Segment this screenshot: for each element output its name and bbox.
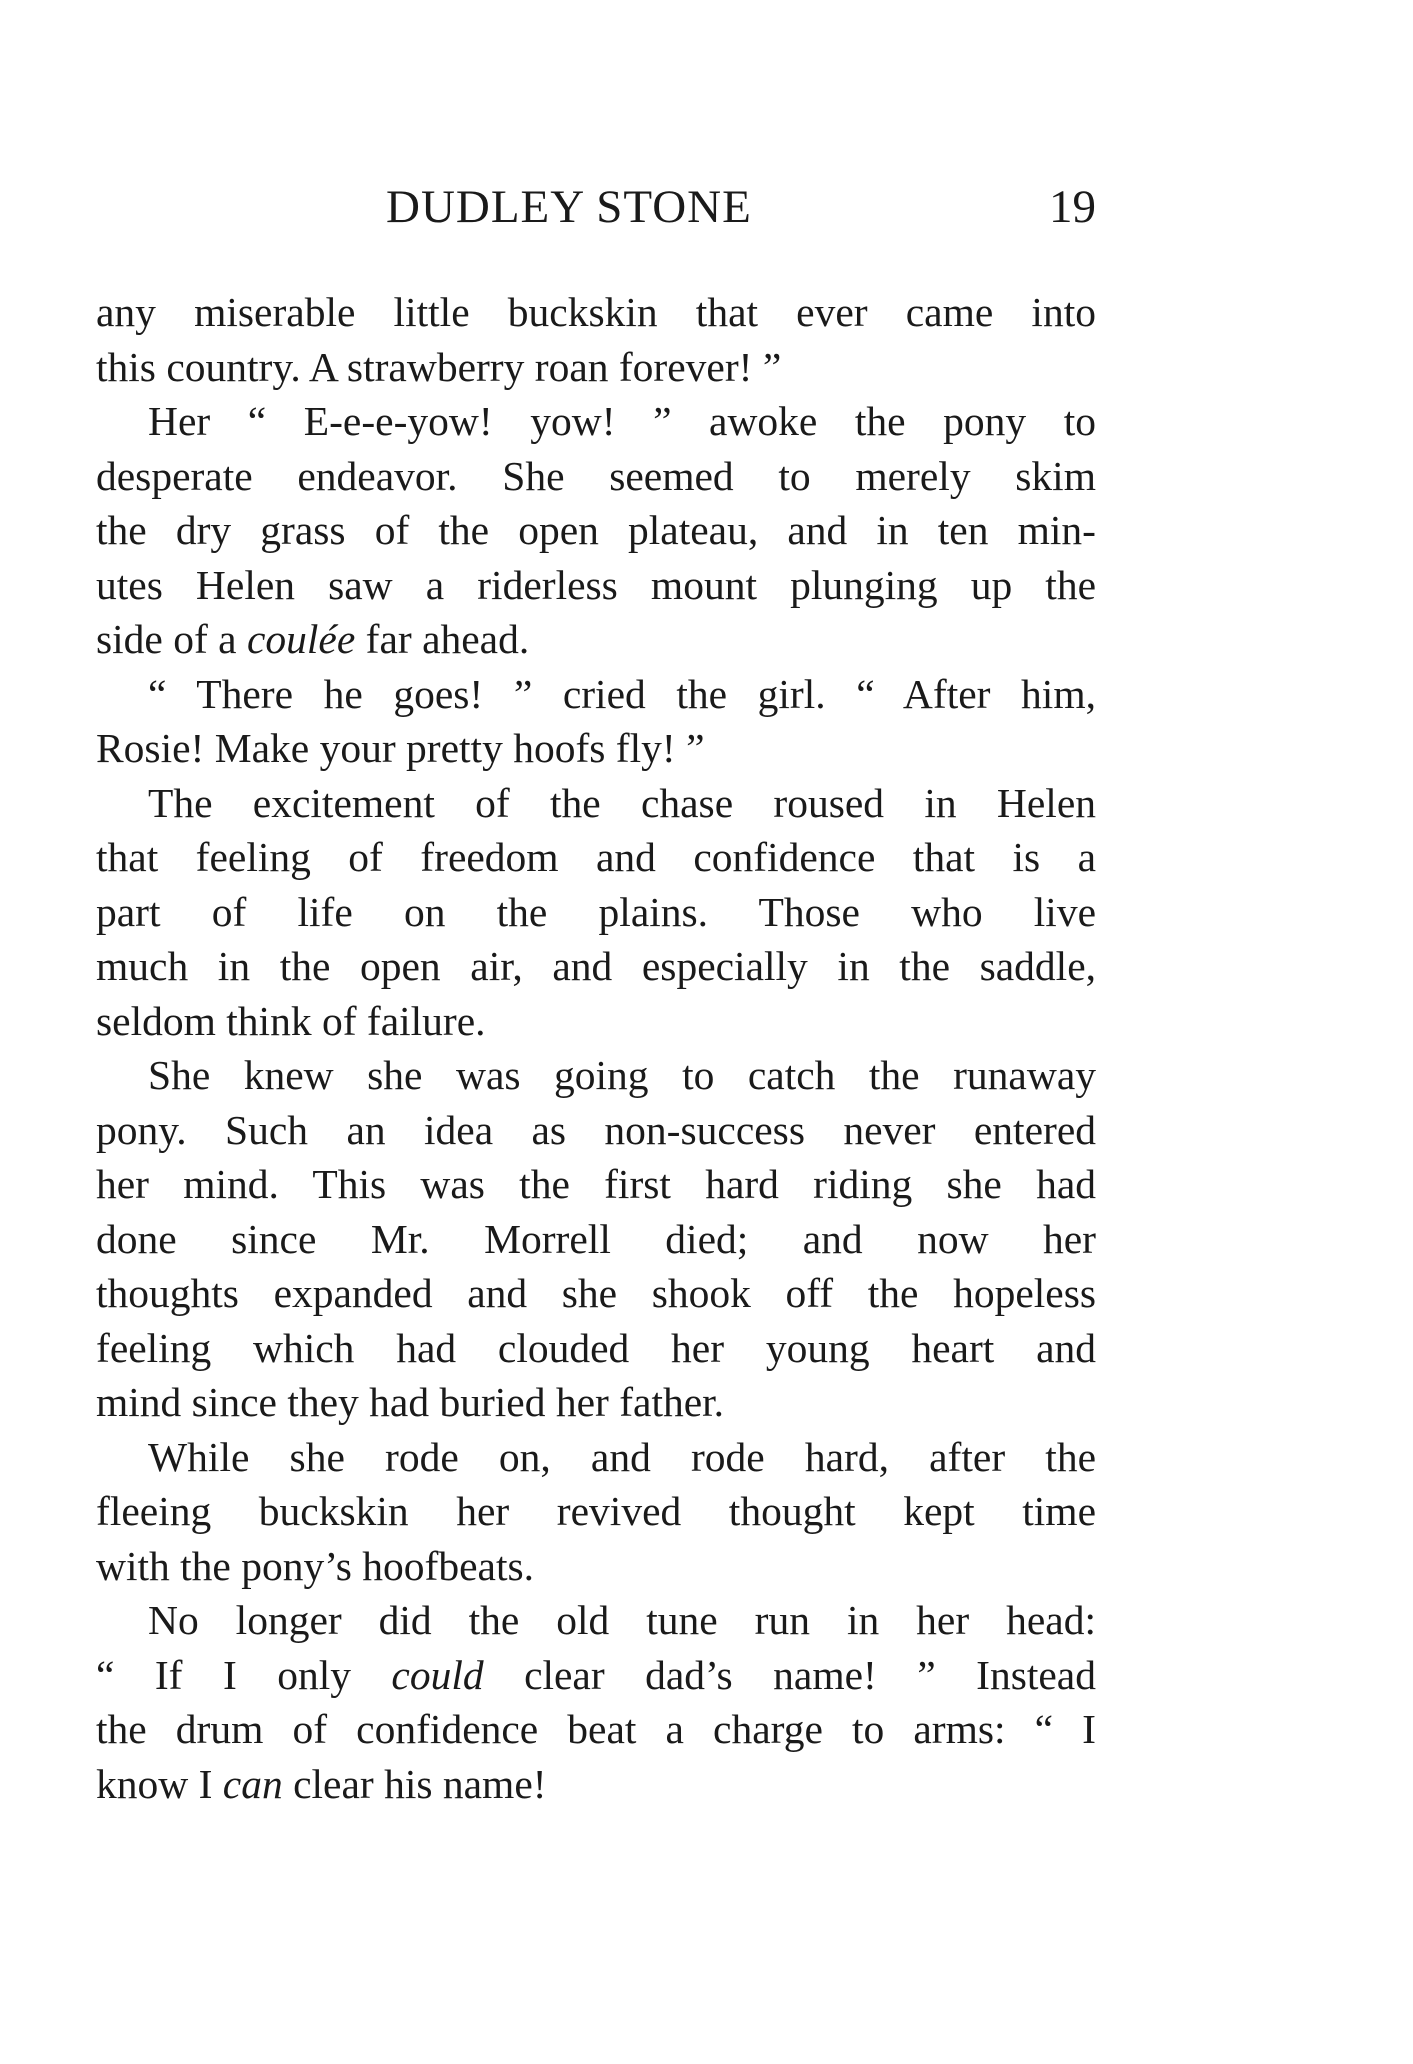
text-segment: She knew she was going to catch the runaway — [148, 1052, 1096, 1098]
text-line — [96, 830, 1096, 885]
italic-text: could — [391, 1651, 484, 1698]
text-line — [96, 449, 1096, 504]
text-segment: this country. A strawberry roan forever! ” — [96, 343, 782, 390]
text-line — [96, 1593, 1096, 1648]
text-line — [96, 394, 1096, 449]
text-line — [96, 1430, 1096, 1485]
text-segment: the drum of confidence beat a charge to arms: “ I — [96, 1706, 1096, 1752]
text-line — [96, 1484, 1096, 1539]
text-line — [96, 612, 1096, 667]
text-segment: While she rode on, and rode hard, after the — [148, 1433, 1096, 1480]
text-segment: “ If I only — [96, 1651, 392, 1698]
text-line — [96, 1375, 1096, 1430]
text-segment: feeling which had clouded her young heart and — [96, 1324, 1096, 1371]
text-segment: The excitement of the chase roused in Helen — [148, 779, 1096, 826]
text-line — [96, 885, 1096, 940]
text-line — [96, 1048, 1096, 1103]
text-line — [96, 1103, 1096, 1158]
text-segment: mind since they had buried her father. — [96, 1379, 725, 1425]
text-line — [96, 721, 1096, 776]
text-segment: seldom think of failure. — [96, 997, 486, 1044]
text-line — [96, 340, 1096, 395]
text-line — [96, 1157, 1096, 1212]
text-line — [96, 1266, 1096, 1321]
text-segment: fleeing buckskin her revived thought kept time — [96, 1488, 1096, 1534]
text-line — [96, 285, 1096, 340]
text-segment: Her “ E-e-e-yow! yow! ” awoke the pony to — [148, 398, 1096, 444]
running-head — [96, 180, 1096, 240]
text-segment: with the pony’s hoofbeats. — [96, 1542, 534, 1589]
text-line — [96, 1648, 1096, 1703]
text-segment: much in the open air, and especially in the saddle, — [96, 943, 1096, 989]
text-line — [96, 994, 1096, 1049]
text-line — [96, 1757, 1096, 1812]
text-segment: clear his name! — [282, 1760, 547, 1807]
text-segment: any miserable little buckskin that ever came into — [96, 289, 1096, 335]
text-segment: clear dad’s name! ” Instead — [483, 1651, 1096, 1698]
text-segment: thoughts expanded and she shook off the hopeless — [96, 1270, 1096, 1316]
text-line — [96, 939, 1096, 994]
body-text — [96, 285, 1096, 1811]
text-segment: that feeling of freedom and confidence that is a — [96, 834, 1096, 880]
text-segment: utes Helen saw a riderless mount plunging up the — [96, 561, 1096, 608]
text-line — [96, 1539, 1096, 1594]
text-segment: her mind. This was the first hard riding she had — [96, 1161, 1096, 1207]
text-segment: side of a — [96, 616, 247, 662]
text-line — [96, 1321, 1096, 1376]
text-segment: desperate endeavor. She seemed to merely skim — [96, 452, 1096, 499]
text-segment: know I — [96, 1760, 223, 1807]
text-line — [96, 558, 1096, 613]
text-line — [96, 1212, 1096, 1267]
text-segment: the dry grass of the open plateau, and in ten min- — [96, 507, 1096, 553]
text-segment: far ahead. — [355, 616, 530, 662]
text-segment: “ There he goes! ” cried the girl. “ After him, — [148, 670, 1096, 717]
italic-text: coulée — [246, 616, 356, 662]
text-line — [96, 503, 1096, 558]
text-segment: done since Mr. Morrell died; and now her — [96, 1215, 1096, 1262]
text-segment: part of life on the plains. Those who live — [96, 888, 1096, 935]
text-line — [96, 776, 1096, 831]
page-number: 19 — [1049, 181, 1096, 233]
text-segment: Rosie! Make your pretty hoofs fly! ” — [96, 725, 705, 771]
running-title: DUDLEY STONE — [386, 181, 752, 233]
text-segment: pony. Such an idea as non-success never entered — [96, 1106, 1096, 1153]
text-segment: No longer did the old tune run in her head: — [148, 1597, 1096, 1643]
text-line — [96, 1702, 1096, 1757]
italic-text: can — [222, 1760, 283, 1807]
text-line — [96, 667, 1096, 722]
